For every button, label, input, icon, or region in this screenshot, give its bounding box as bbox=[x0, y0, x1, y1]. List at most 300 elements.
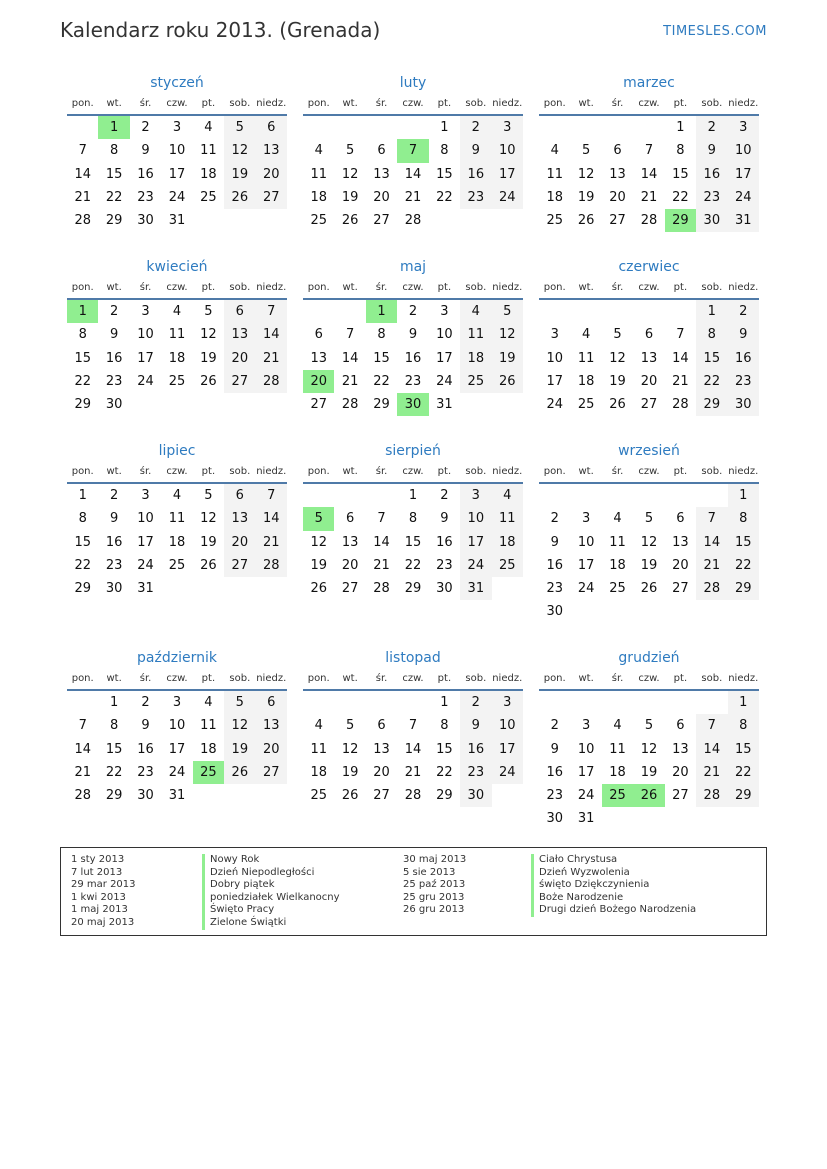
day-cell: 25 bbox=[200, 189, 217, 205]
day-cell: 13 bbox=[224, 507, 255, 530]
week-row bbox=[303, 761, 523, 784]
day-cell: 22 bbox=[74, 557, 91, 573]
weekday-label: sob. bbox=[701, 282, 723, 293]
weekday-label: pt. bbox=[201, 673, 216, 684]
day-cell: 9 bbox=[550, 534, 559, 550]
day-cell: 6 bbox=[224, 484, 255, 507]
day-cell: 11 bbox=[168, 511, 186, 527]
weekday-label: pt. bbox=[673, 98, 688, 109]
day-cell: 19 bbox=[640, 764, 658, 780]
empty-cell bbox=[602, 484, 633, 507]
weekday-label: śr. bbox=[611, 282, 624, 293]
empty-cell bbox=[224, 577, 255, 600]
day-cell: 14 bbox=[256, 507, 287, 530]
day-cell: 27 bbox=[341, 581, 359, 597]
weekday-label: pt. bbox=[437, 282, 452, 293]
day-cell: 8 bbox=[109, 718, 119, 734]
day-cell: 14 bbox=[640, 166, 658, 182]
empty-cell bbox=[728, 600, 759, 623]
day-cell: 17 bbox=[168, 741, 186, 757]
day-cell: 13 bbox=[341, 534, 359, 550]
day-cell: 9 bbox=[141, 143, 150, 159]
week-row bbox=[303, 714, 523, 737]
week-row bbox=[67, 577, 287, 600]
weekday-label: czw. bbox=[638, 466, 660, 477]
day-cell: 5 bbox=[644, 511, 654, 527]
day-cell: 2 bbox=[408, 304, 418, 319]
day-cell: 29 bbox=[728, 577, 759, 600]
day-cell: 2 bbox=[696, 116, 727, 139]
day-cell: 9 bbox=[460, 139, 491, 162]
day-cell: 14 bbox=[672, 350, 689, 366]
day-cell: 16 bbox=[696, 163, 727, 186]
day-cell: 18 bbox=[609, 764, 626, 780]
weekday-label: pt. bbox=[201, 466, 216, 477]
day-cell: 29 bbox=[665, 209, 696, 232]
empty-cell bbox=[334, 116, 365, 139]
page-title: Kalendarz roku 2013. (Grenada) bbox=[60, 18, 381, 42]
empty-cell bbox=[256, 784, 287, 807]
day-cell: 22 bbox=[105, 764, 123, 780]
day-cell: 7 bbox=[676, 327, 685, 343]
day-cell: 16 bbox=[546, 764, 563, 780]
day-cell: 17 bbox=[577, 764, 595, 780]
day-cell: 13 bbox=[640, 350, 658, 366]
day-cell: 17 bbox=[577, 557, 595, 573]
day-cell: 5 bbox=[204, 304, 213, 319]
day-cell: 1 bbox=[728, 691, 759, 714]
weekday-label: niedz. bbox=[492, 282, 523, 293]
day-cell: 16 bbox=[436, 534, 453, 550]
day-cell: 28 bbox=[341, 397, 359, 413]
day-cell: 21 bbox=[74, 764, 91, 780]
empty-cell bbox=[665, 807, 696, 830]
empty-cell bbox=[130, 393, 161, 416]
day-cell: 9 bbox=[728, 323, 759, 346]
weekday-header bbox=[67, 278, 287, 300]
day-cell: 11 bbox=[609, 534, 626, 550]
month-name: grudzień bbox=[618, 650, 680, 666]
weekday-label: sob. bbox=[465, 673, 487, 684]
weekday-label: pon. bbox=[307, 282, 330, 293]
day-cell: 16 bbox=[728, 347, 759, 370]
day-cell: 18 bbox=[168, 534, 186, 550]
week-row bbox=[539, 163, 759, 186]
week-row bbox=[303, 531, 523, 554]
legend-date: 1 maj 2013 bbox=[71, 904, 128, 916]
day-cell: 28 bbox=[696, 784, 727, 807]
weekday-label: śr. bbox=[611, 673, 624, 684]
day-cell: 25 bbox=[168, 373, 186, 389]
week-row bbox=[67, 507, 287, 530]
day-cell: 18 bbox=[168, 350, 186, 366]
day-cell: 24 bbox=[137, 557, 154, 573]
empty-cell bbox=[570, 600, 601, 623]
empty-cell bbox=[256, 209, 287, 232]
weekday-label: śr. bbox=[375, 673, 388, 684]
week-row bbox=[539, 209, 759, 232]
month-10 bbox=[67, 647, 287, 807]
empty-cell bbox=[366, 691, 397, 714]
day-cell: 1 bbox=[67, 300, 98, 323]
day-cell: 25 bbox=[460, 370, 491, 393]
day-cell: 12 bbox=[609, 350, 626, 366]
day-cell: 4 bbox=[550, 143, 559, 159]
empty-cell bbox=[193, 784, 224, 807]
month-12 bbox=[539, 647, 759, 831]
empty-cell bbox=[602, 691, 633, 714]
weekday-label: sob. bbox=[229, 98, 251, 109]
day-cell: 14 bbox=[341, 350, 359, 366]
day-cell: 28 bbox=[74, 788, 91, 804]
week-row bbox=[539, 554, 759, 577]
day-cell: 4 bbox=[613, 511, 622, 527]
day-cell: 28 bbox=[256, 554, 287, 577]
weekday-label: śr. bbox=[139, 673, 152, 684]
day-cell: 10 bbox=[577, 534, 595, 550]
day-cell: 30 bbox=[105, 397, 123, 413]
day-cell: 22 bbox=[728, 761, 759, 784]
day-cell: 12 bbox=[200, 511, 217, 527]
weekday-label: czw. bbox=[402, 98, 424, 109]
day-cell: 29 bbox=[105, 213, 123, 229]
day-cell: 4 bbox=[172, 488, 182, 503]
day-cell: 27 bbox=[672, 788, 689, 804]
day-cell: 7 bbox=[696, 714, 727, 737]
day-cell: 19 bbox=[200, 350, 217, 366]
day-cell: 26 bbox=[577, 213, 595, 229]
day-cell: 1 bbox=[440, 695, 449, 710]
day-cell: 8 bbox=[78, 511, 87, 527]
day-cell: 1 bbox=[408, 488, 418, 503]
day-cell: 7 bbox=[256, 300, 287, 323]
day-cell: 29 bbox=[74, 581, 91, 597]
week-row bbox=[539, 738, 759, 761]
day-cell: 31 bbox=[168, 788, 186, 804]
weekday-label: sob. bbox=[465, 98, 487, 109]
weekday-header bbox=[303, 94, 523, 116]
week-row bbox=[303, 186, 523, 209]
week-row bbox=[303, 577, 523, 600]
empty-cell bbox=[633, 300, 664, 323]
day-cell: 29 bbox=[105, 788, 123, 804]
day-cell: 3 bbox=[460, 484, 491, 507]
week-row bbox=[67, 347, 287, 370]
weekday-label: sob. bbox=[701, 673, 723, 684]
day-cell: 5 bbox=[303, 507, 334, 530]
day-cell: 23 bbox=[460, 761, 491, 784]
week-row bbox=[303, 163, 523, 186]
day-cell: 15 bbox=[672, 166, 689, 182]
day-cell: 20 bbox=[224, 347, 255, 370]
week-row bbox=[539, 139, 759, 162]
weekday-label: czw. bbox=[166, 282, 188, 293]
day-cell: 7 bbox=[78, 143, 87, 159]
day-cell: 7 bbox=[78, 718, 87, 734]
day-cell: 16 bbox=[105, 534, 123, 550]
day-cell: 4 bbox=[204, 695, 213, 710]
day-cell: 10 bbox=[137, 511, 154, 527]
empty-cell bbox=[397, 691, 428, 714]
day-cell: 28 bbox=[696, 577, 727, 600]
day-cell: 29 bbox=[74, 397, 91, 413]
day-cell: 1 bbox=[98, 116, 129, 139]
day-cell: 2 bbox=[109, 488, 119, 503]
day-cell: 30 bbox=[397, 393, 428, 416]
day-cell: 12 bbox=[310, 534, 327, 550]
day-cell: 12 bbox=[492, 323, 523, 346]
day-cell: 22 bbox=[728, 554, 759, 577]
week-row bbox=[67, 300, 287, 323]
empty-cell bbox=[570, 116, 601, 139]
day-cell: 23 bbox=[546, 788, 563, 804]
day-cell: 20 bbox=[224, 531, 255, 554]
weekday-label: czw. bbox=[638, 282, 660, 293]
day-cell: 16 bbox=[105, 350, 123, 366]
empty-cell bbox=[161, 393, 192, 416]
day-cell: 3 bbox=[141, 488, 150, 503]
empty-cell bbox=[303, 300, 334, 323]
week-row bbox=[539, 577, 759, 600]
day-cell: 1 bbox=[696, 300, 727, 323]
day-cell: 9 bbox=[550, 741, 559, 757]
day-cell: 8 bbox=[408, 511, 418, 527]
day-cell: 14 bbox=[696, 738, 727, 761]
week-row bbox=[539, 784, 759, 807]
weekday-header bbox=[303, 462, 523, 484]
empty-cell bbox=[539, 116, 570, 139]
empty-cell bbox=[334, 484, 365, 507]
day-cell: 26 bbox=[633, 784, 664, 807]
weekday-label: niedz. bbox=[728, 673, 759, 684]
day-cell: 9 bbox=[141, 718, 150, 734]
day-cell: 19 bbox=[341, 189, 359, 205]
day-cell: 21 bbox=[341, 373, 359, 389]
empty-cell bbox=[696, 807, 727, 830]
day-cell: 12 bbox=[640, 741, 658, 757]
weekday-label: pon. bbox=[307, 673, 330, 684]
day-cell: 3 bbox=[550, 327, 559, 343]
day-cell: 8 bbox=[728, 714, 759, 737]
day-cell: 10 bbox=[577, 741, 595, 757]
weekday-label: wt. bbox=[342, 282, 358, 293]
empty-cell bbox=[429, 209, 460, 232]
month-9 bbox=[539, 440, 759, 624]
day-cell: 30 bbox=[546, 604, 563, 620]
weekday-label: pon. bbox=[71, 673, 94, 684]
day-cell: 27 bbox=[373, 213, 390, 229]
day-cell: 19 bbox=[609, 373, 626, 389]
week-row bbox=[303, 691, 523, 714]
day-cell: 15 bbox=[404, 534, 422, 550]
month-name: styczeń bbox=[150, 75, 204, 91]
weekday-label: niedz. bbox=[728, 282, 759, 293]
weekday-label: czw. bbox=[166, 98, 188, 109]
day-cell: 13 bbox=[224, 323, 255, 346]
legend-holiday-name: poniedziałek Wielkanocny bbox=[202, 892, 340, 905]
month-4 bbox=[67, 256, 287, 416]
empty-cell bbox=[570, 300, 601, 323]
day-cell: 28 bbox=[373, 581, 390, 597]
week-row bbox=[303, 738, 523, 761]
day-cell: 13 bbox=[672, 534, 689, 550]
day-cell: 5 bbox=[613, 327, 622, 343]
weekday-label: czw. bbox=[638, 673, 660, 684]
day-cell: 27 bbox=[640, 397, 658, 413]
week-row bbox=[303, 393, 523, 416]
day-cell: 17 bbox=[137, 350, 154, 366]
day-cell: 7 bbox=[644, 143, 654, 159]
week-row bbox=[67, 370, 287, 393]
month-name: marzec bbox=[623, 75, 675, 91]
month-5 bbox=[303, 256, 523, 416]
day-cell: 1 bbox=[366, 300, 397, 323]
day-cell: 27 bbox=[609, 213, 626, 229]
week-row bbox=[539, 600, 759, 623]
month-name: luty bbox=[399, 75, 427, 91]
day-cell: 8 bbox=[78, 327, 87, 343]
weekday-label: niedz. bbox=[728, 98, 759, 109]
day-cell: 20 bbox=[256, 738, 287, 761]
day-cell: 24 bbox=[436, 373, 453, 389]
day-cell: 28 bbox=[404, 788, 422, 804]
weekday-header bbox=[67, 94, 287, 116]
empty-cell bbox=[539, 484, 570, 507]
day-cell: 17 bbox=[546, 373, 563, 389]
legend-date: 30 maj 2013 bbox=[403, 854, 467, 865]
weekday-label: niedz. bbox=[256, 673, 287, 684]
day-cell: 18 bbox=[200, 741, 217, 757]
empty-cell bbox=[303, 484, 334, 507]
day-cell: 24 bbox=[460, 554, 491, 577]
legend-date: 1 sty 2013 bbox=[71, 854, 125, 865]
day-cell: 15 bbox=[105, 741, 123, 757]
weekday-label: sob. bbox=[465, 466, 487, 477]
day-cell: 6 bbox=[676, 718, 685, 734]
weekday-label: śr. bbox=[375, 466, 388, 477]
day-cell: 26 bbox=[224, 186, 255, 209]
day-cell: 11 bbox=[310, 741, 327, 757]
empty-cell bbox=[460, 209, 491, 232]
day-cell: 12 bbox=[640, 534, 658, 550]
day-cell: 31 bbox=[436, 397, 453, 413]
day-cell: 16 bbox=[546, 557, 563, 573]
day-cell: 28 bbox=[640, 213, 658, 229]
day-cell: 8 bbox=[440, 143, 449, 159]
day-cell: 22 bbox=[696, 370, 727, 393]
day-cell: 12 bbox=[577, 166, 595, 182]
week-row bbox=[67, 784, 287, 807]
weekday-label: wt. bbox=[578, 466, 594, 477]
week-row bbox=[67, 554, 287, 577]
day-cell: 15 bbox=[728, 531, 759, 554]
day-cell: 18 bbox=[492, 531, 523, 554]
day-cell: 1 bbox=[728, 484, 759, 507]
day-cell: 18 bbox=[310, 764, 327, 780]
day-cell: 10 bbox=[436, 327, 453, 343]
day-cell: 19 bbox=[224, 163, 255, 186]
day-cell: 6 bbox=[676, 511, 685, 527]
day-cell: 24 bbox=[492, 761, 523, 784]
week-row bbox=[67, 116, 287, 139]
brand-link[interactable]: TIMESLES.COM bbox=[663, 24, 767, 39]
week-row bbox=[539, 300, 759, 323]
day-cell: 2 bbox=[728, 300, 759, 323]
weekday-label: sob. bbox=[701, 466, 723, 477]
day-cell: 3 bbox=[492, 116, 523, 139]
month-name: sierpień bbox=[385, 443, 441, 459]
legend-date: 1 kwi 2013 bbox=[71, 891, 126, 903]
weekday-header bbox=[67, 669, 287, 691]
day-cell: 26 bbox=[609, 397, 626, 413]
day-cell: 10 bbox=[460, 507, 491, 530]
month-name: czerwiec bbox=[618, 259, 680, 275]
weekday-label: czw. bbox=[402, 466, 424, 477]
empty-cell bbox=[256, 393, 287, 416]
weekday-label: pt. bbox=[201, 98, 216, 109]
day-cell: 11 bbox=[200, 718, 217, 734]
weekday-label: pon. bbox=[543, 98, 566, 109]
weekday-label: śr. bbox=[375, 98, 388, 109]
day-cell: 14 bbox=[404, 166, 422, 182]
day-cell: 5 bbox=[345, 718, 355, 734]
month-name: maj bbox=[399, 259, 427, 275]
week-row bbox=[67, 531, 287, 554]
day-cell: 23 bbox=[404, 373, 422, 389]
day-cell: 7 bbox=[345, 327, 355, 343]
day-cell: 23 bbox=[137, 189, 154, 205]
day-cell: 31 bbox=[168, 213, 186, 229]
day-cell: 13 bbox=[310, 350, 327, 366]
day-cell: 29 bbox=[436, 788, 453, 804]
day-cell: 23 bbox=[137, 764, 154, 780]
month-name: listopad bbox=[385, 650, 441, 666]
week-row bbox=[539, 370, 759, 393]
day-cell: 20 bbox=[256, 163, 287, 186]
day-cell: 23 bbox=[105, 557, 123, 573]
day-cell: 15 bbox=[74, 534, 91, 550]
day-cell: 12 bbox=[341, 741, 359, 757]
day-cell: 3 bbox=[172, 120, 182, 135]
day-cell: 10 bbox=[137, 327, 154, 343]
empty-cell bbox=[633, 807, 664, 830]
week-row bbox=[303, 784, 523, 807]
day-cell: 8 bbox=[728, 507, 759, 530]
day-cell: 25 bbox=[577, 397, 595, 413]
weekday-label: wt. bbox=[106, 282, 122, 293]
day-cell: 1 bbox=[78, 488, 87, 503]
weekday-label: niedz. bbox=[256, 98, 287, 109]
day-cell: 4 bbox=[613, 718, 622, 734]
day-cell: 15 bbox=[373, 350, 390, 366]
day-cell: 20 bbox=[672, 557, 689, 573]
legend-date: 7 lut 2013 bbox=[71, 866, 123, 878]
week-row bbox=[539, 714, 759, 737]
day-cell: 29 bbox=[696, 393, 727, 416]
week-row bbox=[539, 691, 759, 714]
day-cell: 15 bbox=[728, 738, 759, 761]
day-cell: 2 bbox=[460, 116, 491, 139]
day-cell: 13 bbox=[672, 741, 689, 757]
week-row bbox=[67, 323, 287, 346]
day-cell: 16 bbox=[404, 350, 422, 366]
day-cell: 25 bbox=[602, 784, 633, 807]
empty-cell bbox=[602, 600, 633, 623]
week-row bbox=[67, 484, 287, 507]
day-cell: 5 bbox=[581, 143, 591, 159]
day-cell: 13 bbox=[373, 741, 390, 757]
empty-cell bbox=[492, 393, 523, 416]
